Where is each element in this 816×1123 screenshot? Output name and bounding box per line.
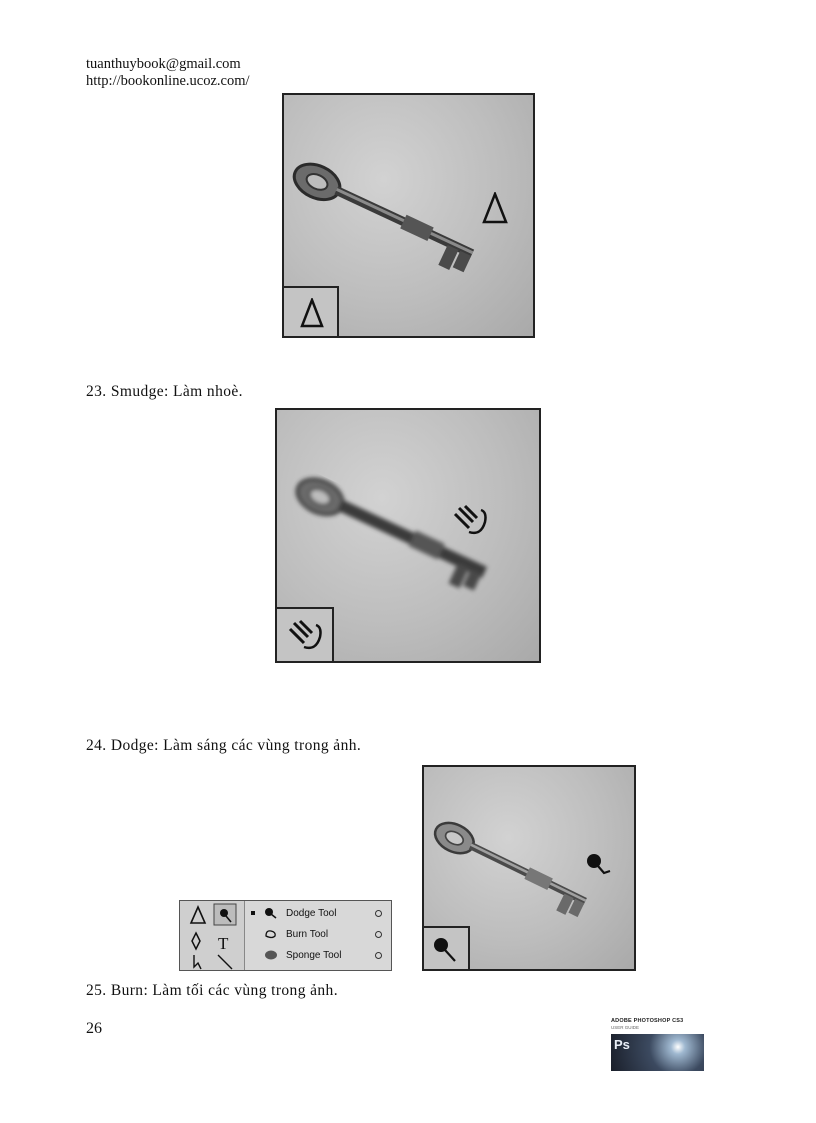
- page-number: 26: [86, 1020, 102, 1037]
- caption-dodge: 24. Dodge: Làm sáng các vùng trong ảnh.: [86, 737, 362, 754]
- dodge-tool-icon: [431, 935, 461, 965]
- toning-tool-palette: [179, 900, 392, 971]
- dodge-cursor-icon: [584, 851, 614, 881]
- header-url: http://bookonline.ucoz.com/: [86, 73, 250, 89]
- smudge-tool-icon: [286, 617, 326, 657]
- menu-item-burn-tool[interactable]: [246, 924, 390, 945]
- sharpen-tool-inset: [282, 286, 339, 338]
- sharpen-tool-icon: [300, 298, 324, 328]
- logo-subtitle: USER GUIDE: [611, 1025, 640, 1030]
- toning-tool-menu: [246, 903, 390, 966]
- shortcut-indicator-icon: [375, 952, 382, 959]
- logo-mark: Ps: [614, 1037, 630, 1052]
- caption-burn: 25. Burn: Làm tối các vùng trong ảnh.: [86, 982, 338, 999]
- menu-item-dodge-tool[interactable]: [246, 903, 390, 924]
- smudge-icon: [451, 502, 491, 542]
- dodge-tool-inset: [422, 926, 470, 971]
- menu-item-label: Sponge Tool: [286, 950, 342, 961]
- smudge-example-image: [275, 408, 541, 663]
- burn-icon: [264, 928, 278, 940]
- shortcut-indicator-icon: [375, 910, 382, 917]
- photoshop-cs3-logo: [611, 1018, 704, 1071]
- selected-bullet-icon: [251, 911, 255, 915]
- logo-title: ADOBE PHOTOSHOP CS3: [611, 1018, 684, 1024]
- menu-item-label: Burn Tool: [286, 929, 329, 940]
- header-email: tuanthuybook@gmail.com: [86, 56, 241, 72]
- svg-text:T: T: [218, 934, 229, 953]
- dodge-icon: [264, 907, 278, 919]
- smudge-tool-inset: [275, 607, 334, 663]
- dodge-example-image: [422, 765, 636, 971]
- sharpen-icon: [482, 192, 508, 224]
- menu-item-label: Dodge Tool: [286, 908, 337, 919]
- menu-item-sponge-tool[interactable]: [246, 945, 390, 966]
- toolbox-icons: [180, 901, 244, 970]
- toolbox-strip: [180, 901, 245, 970]
- sponge-icon: [264, 949, 278, 961]
- sharpen-example-image: [282, 93, 535, 338]
- shortcut-indicator-icon: [375, 931, 382, 938]
- caption-smudge: 23. Smudge: Làm nhoè.: [86, 383, 243, 400]
- logo-image: [611, 1034, 704, 1071]
